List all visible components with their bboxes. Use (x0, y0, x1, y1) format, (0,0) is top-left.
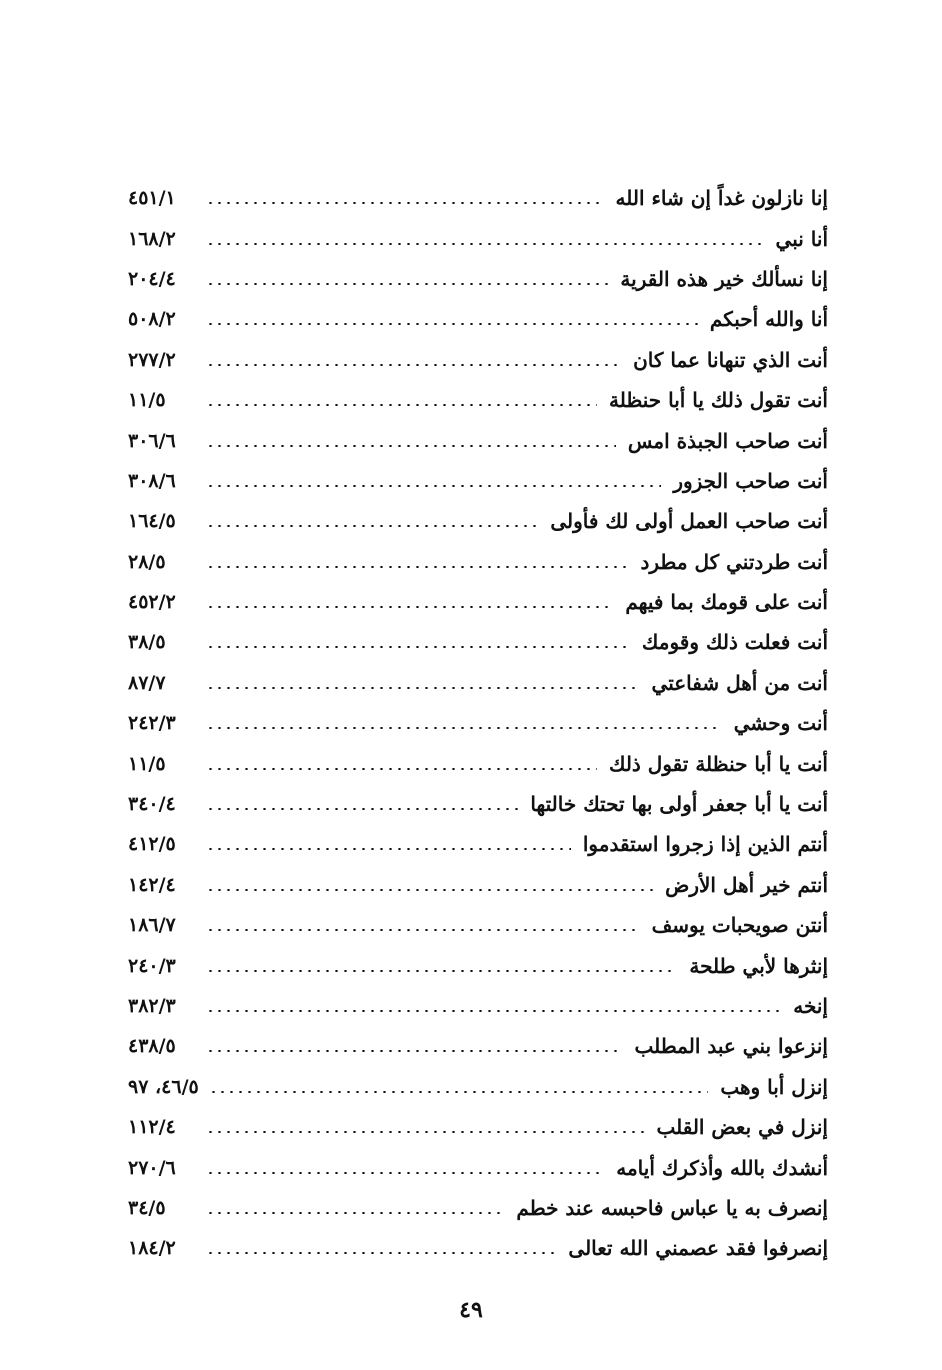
dot-leader (206, 1050, 623, 1052)
index-entry (128, 218, 828, 258)
dot-leader (206, 323, 698, 325)
entry-text: إنصرف به يا عباس فاحبسه عند خطم (516, 1195, 828, 1220)
dot-leader (206, 364, 621, 366)
index-entry (128, 945, 828, 985)
entry-reference: ١٦٨/٢ (128, 227, 176, 250)
entry-reference: ١١/٥ (128, 389, 166, 412)
entry-text: أنت صاحب الجبذة امس (627, 428, 828, 453)
entry-reference: ٤١٢/٥ (128, 833, 176, 856)
entry-reference: ٢٤٢/٣ (128, 712, 176, 735)
entry-reference: ٢٠٤/٤ (128, 267, 176, 290)
entry-reference: ٢٧٧/٢ (128, 348, 176, 371)
index-entry (128, 986, 828, 1026)
dot-leader (206, 525, 538, 527)
dot-leader (206, 646, 630, 648)
index-entry (128, 299, 828, 339)
entry-text: أنت صاحب العمل أولى لك فأولى (550, 509, 828, 534)
dot-leader (206, 606, 613, 608)
page-number: ٤٩ (459, 1297, 483, 1323)
dot-leader (206, 1252, 556, 1254)
entry-text: إنا نسألك خير هذه القرية (620, 266, 828, 291)
index-entry (128, 461, 828, 501)
entry-reference: ٤٥١/١ (128, 187, 176, 210)
entry-reference: ٥٠٨/٢ (128, 308, 176, 331)
dot-leader (206, 727, 722, 729)
dot-leader (206, 485, 661, 487)
entry-reference: ١١/٥ (128, 752, 166, 775)
index-entry (128, 1067, 828, 1107)
dot-leader (206, 768, 597, 770)
entry-reference: ٨٧/٧ (128, 671, 166, 694)
entry-text: أنت يا أبا جعفر أولى بها تحتك خالتها (530, 792, 828, 817)
index-entry (128, 259, 828, 299)
dot-leader (206, 970, 677, 972)
dot-leader (206, 1131, 644, 1133)
entry-reference: ٤٣٨/٥ (128, 1035, 176, 1058)
entry-text: أنتن صويحبات يوسف (651, 913, 828, 938)
index-entry (128, 501, 828, 541)
entry-text: إنصرفوا فقد عصمني الله تعالى (568, 1236, 828, 1261)
entry-reference: ٢٧٠/٦ (128, 1156, 176, 1179)
dot-leader (206, 1010, 781, 1012)
entry-reference: ٣٨/٥ (128, 631, 166, 654)
index-entry (128, 703, 828, 743)
index-entry (128, 582, 828, 622)
entry-reference: ١٤٢/٤ (128, 873, 176, 896)
entry-reference: ١١٢/٤ (128, 1116, 176, 1139)
entry-reference: ٣٨٢/٣ (128, 995, 176, 1017)
index-entry (128, 865, 828, 905)
entry-reference: ٣٤٠/٤ (128, 793, 176, 816)
index-entry (128, 824, 828, 864)
entry-reference: ٢٤٠/٣ (128, 954, 176, 977)
entry-text: أنت صاحب الجزور (673, 468, 828, 493)
dot-leader (206, 283, 608, 285)
entry-reference: ٣٠٨/٦ (128, 469, 176, 492)
index-entry (128, 420, 828, 460)
entry-text: أنت يا أبا حنظلة تقول ذلك (608, 751, 828, 776)
entry-text: إنزل أبا وهب (720, 1074, 828, 1099)
index-entry (128, 663, 828, 703)
dot-leader (206, 929, 640, 931)
index-entry (128, 542, 828, 582)
dot-leader (206, 202, 604, 204)
dot-leader (209, 1091, 709, 1093)
dot-leader (206, 889, 653, 891)
entry-reference: ١٨٦/٧ (128, 914, 176, 937)
entry-text: أنتم خير أهل الأرض (665, 872, 828, 897)
index-entry (128, 340, 828, 380)
index-entry (128, 1026, 828, 1066)
index-entry (128, 743, 828, 783)
entry-text: إنزعوا بني عبد المطلب (634, 1034, 828, 1059)
entry-text: أنت فعلت ذلك وقومك (641, 630, 828, 655)
entry-text: أنت طردتني كل مطرد (640, 549, 828, 574)
entry-text: أنا والله أحبكم (709, 307, 828, 332)
dot-leader (206, 1212, 504, 1214)
dot-leader (206, 808, 518, 810)
entry-text: إنثرها لأبي طلحة (689, 953, 828, 978)
entry-reference: ١٨٤/٢ (128, 1237, 176, 1260)
index-entry (128, 1107, 828, 1147)
entry-text: أنتم الذين إذا زجروا استقدموا (582, 832, 828, 857)
entry-text: أنت على قومك بما فيهم (625, 590, 828, 615)
index-entry (128, 1147, 828, 1187)
index-entry (128, 784, 828, 824)
entry-reference: ٤٥٢/٢ (128, 591, 176, 614)
entry-reference: ٣٠٦/٦ (128, 429, 176, 452)
index-entry (128, 905, 828, 945)
index-entry (128, 178, 828, 218)
entry-reference: ٤٦/٥، ٩٧ (128, 1075, 199, 1098)
entry-text: إنخه (793, 994, 828, 1018)
index-entry (128, 622, 828, 662)
index-entry (128, 380, 828, 420)
entry-reference: ٣٤/٥ (128, 1196, 166, 1219)
entry-text: أنت تقول ذلك يا أبا حنظلة (608, 388, 828, 413)
dot-leader (206, 1172, 604, 1174)
index-list (128, 178, 828, 1269)
dot-leader (206, 848, 571, 850)
dot-leader (206, 687, 640, 689)
entry-text: أنا نبي (775, 226, 828, 251)
dot-leader (206, 566, 628, 568)
entry-text: أنت وحشي (733, 711, 828, 736)
index-entry (128, 1228, 828, 1268)
entry-text: إنا نازلون غداً إن شاء الله (615, 186, 828, 211)
entry-text: إنزل في بعض القلب (656, 1115, 828, 1140)
dot-leader (206, 445, 616, 447)
entry-text: أنشدك بالله وأذكرك أيامه (616, 1155, 828, 1180)
entry-text: أنت من أهل شفاعتي (651, 670, 828, 695)
dot-leader (206, 243, 764, 245)
index-entry (128, 1188, 828, 1228)
dot-leader (206, 404, 597, 406)
entry-text: أنت الذي تنهانا عما كان (633, 347, 828, 372)
entry-reference: ١٦٤/٥ (128, 510, 176, 533)
entry-reference: ٢٨/٥ (128, 550, 166, 573)
